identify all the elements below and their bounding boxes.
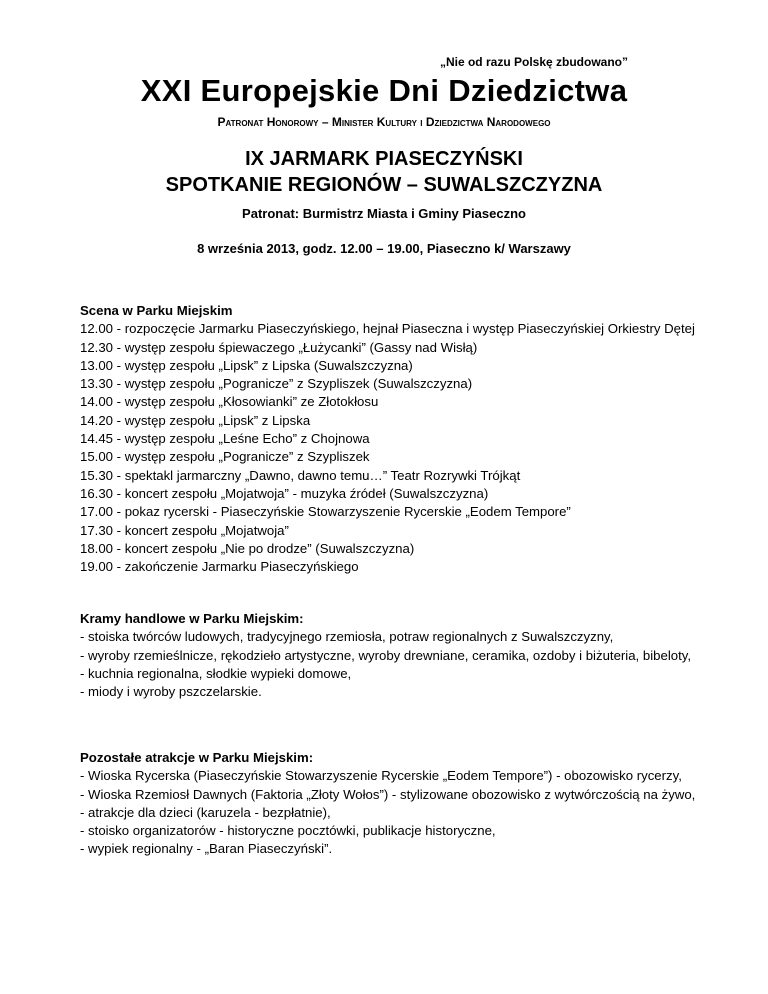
- motto: „Nie od razu Polskę zbudowano”: [439, 55, 628, 69]
- list-item: - miody i wyroby pszczelarskie.: [80, 684, 262, 700]
- schedule-item: 13.30 - występ zespołu „Pogranicze” z Szypliszek (Suwalszczyzna): [80, 376, 473, 392]
- list-item: - stoisko organizatorów - historyczne pocztówki, publikacje historyczne,: [80, 823, 496, 839]
- date-location-line: 8 września 2013, godz. 12.00 – 19.00, Piaseczno k/ Warszawy: [197, 241, 571, 256]
- list-item: - Wioska Rzemiosł Dawnych (Faktoria „Złoty Wołos”) - stylizowane obozowisko z wytwórczością na żywo,: [80, 786, 696, 802]
- fair-title-line2: SPOTKANIE REGIONÓW – SUWALSZCZYZNA: [165, 174, 603, 196]
- schedule-item: 17.30 - koncert zespołu „Mojatwoja”: [80, 522, 289, 538]
- schedule-item: 12.30 - występ zespołu śpiewaczego „Łużycanki” (Gassy nad Wisłą): [80, 339, 478, 355]
- schedule-item: 15.00 - występ zespołu „Pogranicze” z Szypliszek: [80, 449, 370, 465]
- patron-line: Patronat: Burmistrz Miasta i Gminy Piaseczno: [242, 206, 526, 221]
- schedule-item: 14.00 - występ zespołu „Kłosowianki” ze Złotokłosu: [80, 394, 379, 410]
- section-heading: Pozostałe atrakcje w Parku Miejskim:: [80, 750, 314, 765]
- schedule-item: 18.00 - koncert zespołu „Nie po drodze” (Suwalszczyzna): [80, 540, 415, 556]
- schedule-item: 14.20 - występ zespołu „Lipsk” z Lipska: [80, 412, 311, 428]
- list-item: - wyroby rzemieślnicze, rękodzieło artystyczne, wyroby drewniane, ceramika, ozdoby i biżuteria, bibeloty,: [80, 647, 692, 663]
- stage-schedule-section: [80, 302, 700, 576]
- list-item: - Wioska Rycerska (Piaseczyńskie Stowarzyszenie Rycerskie „Eodem Tempore”) - obozowisko rycerzy,: [80, 768, 682, 784]
- honorary-patronage: Patronat Honorowy – Minister Kultury i Dziedzictwa Narodowego: [217, 115, 551, 129]
- list-item: - kuchnia regionalna, słodkie wypieki domowe,: [80, 665, 352, 681]
- schedule-item: 16.30 - koncert zespołu „Mojatwoja” - muzyka źródeł (Suwalszczyzna): [80, 485, 489, 501]
- section-heading: Kramy handlowe w Parku Miejskim:: [80, 611, 304, 626]
- list-item: - stoiska twórców ludowych, tradycyjnego rzemiosła, potraw regionalnych z Suwalszczyzny,: [80, 629, 614, 645]
- schedule-item: 14.45 - występ zespołu „Leśne Echo” z Chojnowa: [80, 431, 370, 447]
- fair-title-line1: IX JARMARK PIASECZYŃSKI: [245, 148, 523, 170]
- schedule-item: 19.00 - zakończenie Jarmarku Piaseczyńskiego: [80, 559, 359, 575]
- schedule-item: 15.30 - spektakl jarmarczny „Dawno, dawno temu…” Teatr Rozrywki Trójkąt: [80, 467, 521, 483]
- stalls-section: [80, 610, 700, 701]
- section-heading: Scena w Parku Miejskim: [80, 303, 233, 318]
- schedule-item: 17.00 - pokaz rycerski - Piaseczyńskie Stowarzyszenie Rycerskie „Eodem Tempore”: [80, 504, 571, 520]
- list-item: - atrakcje dla dzieci (karuzela - bezpłatnie),: [80, 804, 331, 820]
- list-item: - wypiek regionalny - „Baran Piaseczyński”.: [80, 841, 333, 857]
- schedule-item: 13.00 - występ zespołu „Lipsk” z Lipska (Suwalszczyzna): [80, 357, 413, 373]
- main-title: XXI Europejskie Dni Dziedzictwa: [140, 73, 628, 108]
- schedule-item: 12.00 - rozpoczęcie Jarmarku Piaseczyńskiego, hejnał Piaseczna i występ Piaseczyńskiej Orkiestry Dętej: [80, 321, 695, 337]
- attractions-section: [80, 749, 700, 859]
